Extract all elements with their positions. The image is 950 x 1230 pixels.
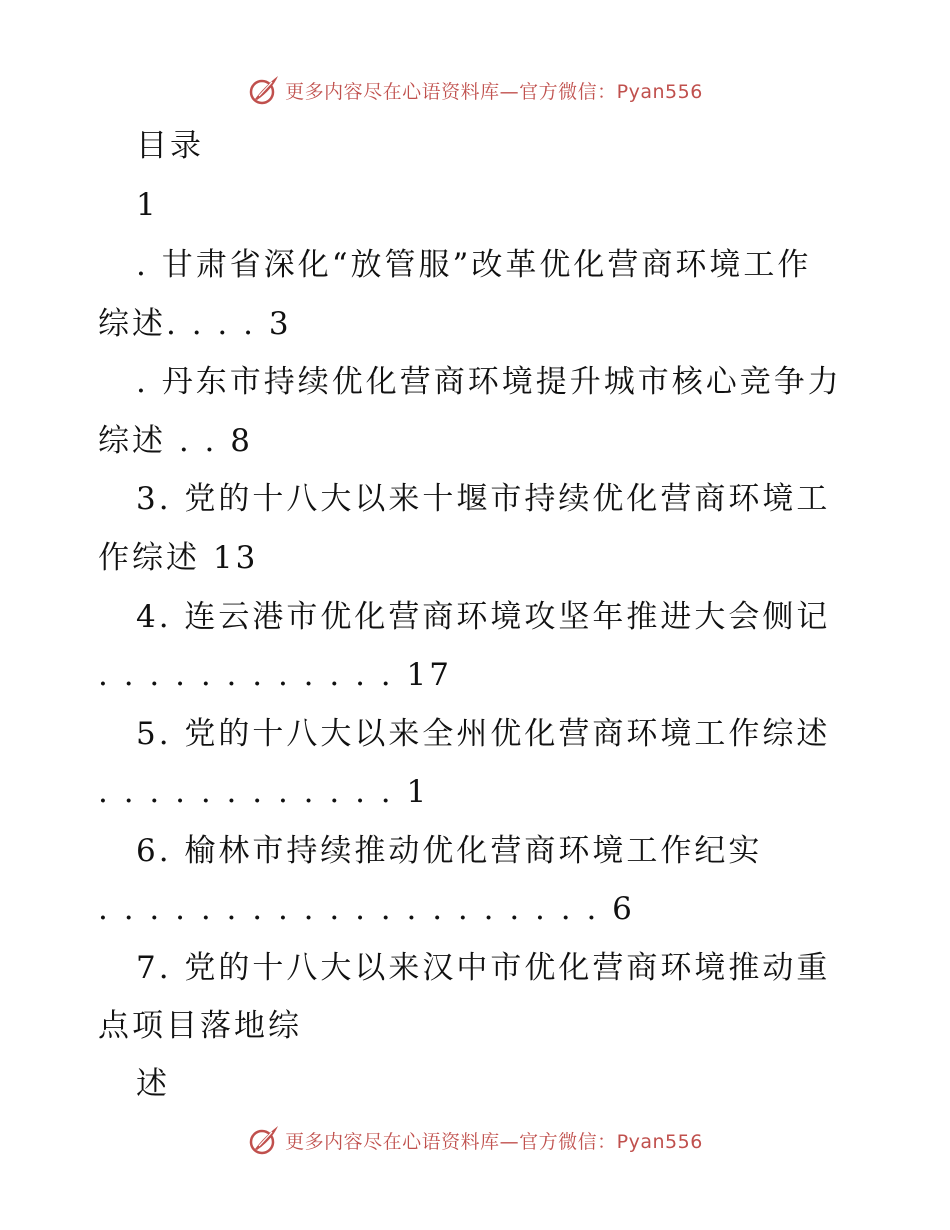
footer-watermark-banner	[0, 1120, 950, 1160]
toc-line: . . . . . . . . . . . . 17	[98, 657, 452, 693]
toc-line: 3. 党的十八大以来十堰市持续优化营商环境工	[136, 481, 831, 517]
toc-line: 6. 榆林市持续推动优化营商环境工作纪实	[136, 833, 763, 869]
toc-line: 综述. . . . 3	[98, 306, 292, 342]
toc-line: . 丹东市持续优化营商环境提升城市核心竞争力	[136, 364, 842, 400]
toc-line: 4. 连云港市优化营商环境攻坚年推进大会侧记	[136, 599, 831, 635]
toc-line: 7. 党的十八大以来汉中市优化营商环境推动重	[136, 950, 831, 986]
toc-heading: 目录	[136, 128, 204, 164]
toc-line: . . . . . . . . . . . . . . . . . . . . 6	[98, 891, 635, 927]
watermark-text: 更多内容尽在心语资料库—官方微信：Pyan556	[285, 80, 703, 103]
toc-line: 综述 . . 8	[98, 423, 253, 459]
toc-line: 作综述 13	[98, 540, 259, 576]
toc-line: . 甘肃省深化“放管服”改革优化营商环境工作	[136, 247, 812, 283]
watermark-text: 更多内容尽在心语资料库—官方微信：Pyan556	[285, 1130, 703, 1153]
toc-line: . . . . . . . . . . . . 1	[98, 774, 430, 810]
toc-line: 1	[136, 187, 159, 223]
toc-line: 点项目落地综	[98, 1008, 302, 1044]
toc-line: 述	[136, 1066, 170, 1102]
toc-line: 5. 党的十八大以来全州优化营商环境工作综述	[136, 716, 831, 752]
feather-pen-logo-icon	[247, 1123, 281, 1157]
